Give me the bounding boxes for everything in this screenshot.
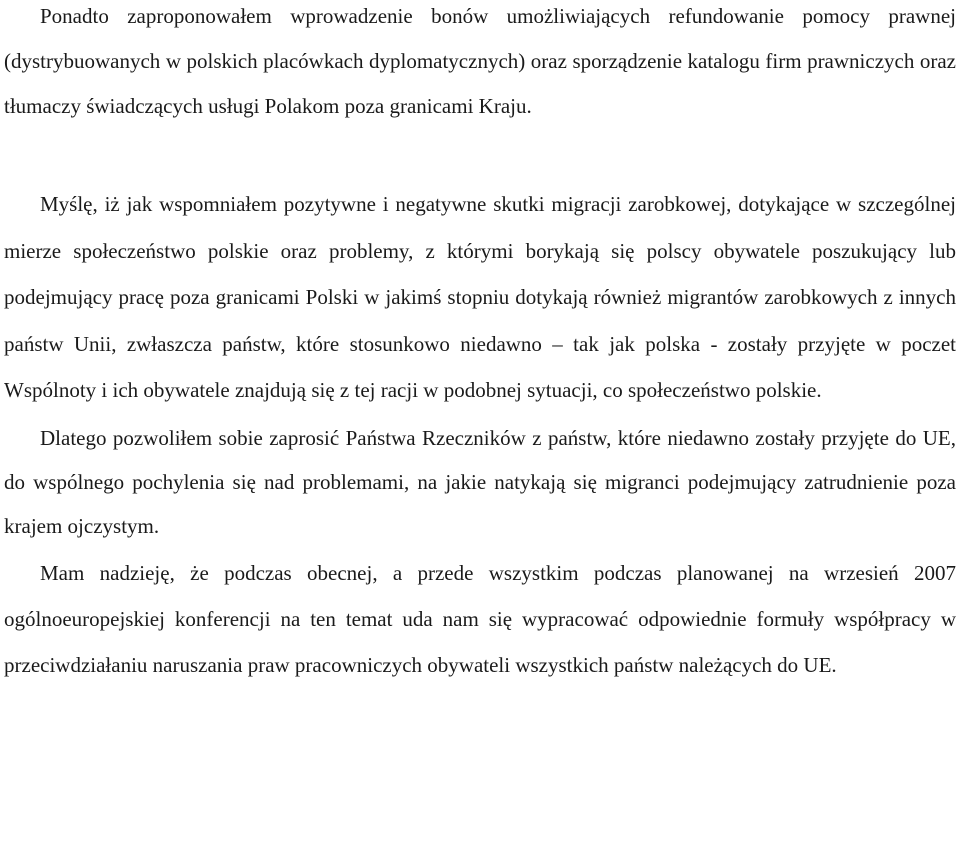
paragraph-ombudsmen-invitation: Dlatego pozwoliłem sobie zaprosić Państwa Rzeczników z państw, które niedawno zostały przyjęte do UE, do wspólnego pochylenia się nad problemami, na jakie natykają się migranci podejmujący zatrudnienie poza krajem ojczystym. (4, 425, 956, 538)
document-page (4, 0, 956, 688)
paragraph-conference-hope: Mam nadzieję, że podczas obecnej, a przede wszystkim podczas planowanej na wrzesień 2007 ogólnoeuropejskiej konferencji na ten temat uda nam się wypracować odpowiednie formuły współpracy w przeciwdziałaniu naruszania praw pracowniczych obywateli wszystkich państw należących do UE. (4, 560, 956, 677)
paragraph-legal-aid-vouchers: Ponadto zaproponowałem wprowadzenie bonów umożliwiających refundowanie pomocy prawnej (dystrybuowanych w polskich placówkach dyplomatycznych) oraz sporządzenie katalogu firm prawniczych oraz tłumaczy świadczących usługi Polakom poza granicami Kraju. (4, 4, 956, 118)
paragraph-labour-migration: Myślę, iż jak wspomniałem pozytywne i negatywne skutki migracji zarobkowej, dotykające w szczególnej mierze społeczeństwo polskie oraz problemy, z którymi borykają się polscy obywatele poszukujący lub podejmujący pracę poza granicami Polski w jakimś stopniu dotykają również migrantów zarobkowych z innych państw Unii, zwłaszcza państw, które stosunkowo niedawno – tak jak polska - zostały przyjęte w poczet Wspólnoty i ich obywatele znajdują się z tej racji w podobnej sytuacji, co społeczeństwo polskie. (4, 192, 956, 402)
